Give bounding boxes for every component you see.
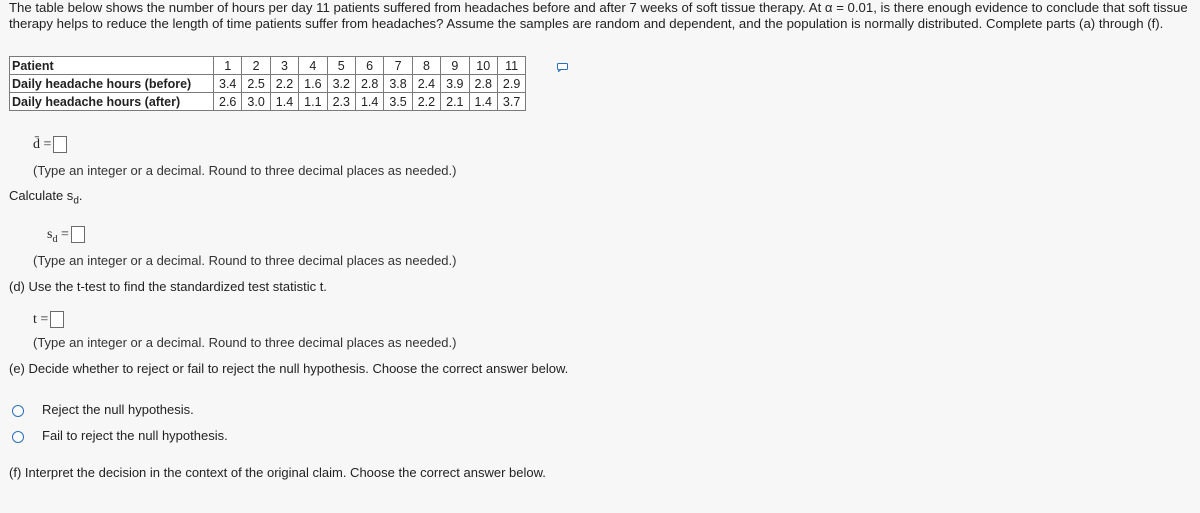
value-cell: 2.2 bbox=[270, 75, 298, 93]
value-cell: 1.1 bbox=[299, 93, 327, 111]
value-cell: 3.4 bbox=[214, 75, 242, 93]
value-cell: 3.0 bbox=[242, 93, 270, 111]
value-cell: 3.9 bbox=[441, 75, 469, 93]
value-cell: 1.4 bbox=[270, 93, 298, 111]
t-input[interactable] bbox=[50, 311, 64, 328]
dbar-label: d̄ = bbox=[33, 137, 52, 152]
patient-cell: 11 bbox=[497, 57, 525, 75]
value-cell: 1.4 bbox=[469, 93, 497, 111]
row-header-patient: Patient bbox=[10, 57, 214, 75]
row-header-after: Daily headache hours (after) bbox=[10, 93, 214, 111]
value-cell: 2.9 bbox=[497, 75, 525, 93]
patient-cell: 5 bbox=[327, 57, 355, 75]
value-cell: 2.4 bbox=[412, 75, 440, 93]
patient-cell: 9 bbox=[441, 57, 469, 75]
sd-hint: (Type an integer or a decimal. Round to three decimal places as needed.) bbox=[33, 253, 457, 268]
patient-cell: 8 bbox=[412, 57, 440, 75]
sd-row bbox=[47, 226, 85, 245]
table-row-before bbox=[10, 75, 526, 93]
option-reject[interactable] bbox=[12, 402, 194, 417]
problem-statement: The table below shows the number of hours per day 11 patients suffered from headaches before and after 7 weeks of soft tissue therapy. At α = 0.01, is there enough evidence to conclude that soft tissue therapy helps to reduce the length of time patients suffer from headaches? Assume the samples are random and dependent, and the population is normally distributed. Complete parts (a) through (f). bbox=[9, 0, 1188, 31]
value-cell: 2.5 bbox=[242, 75, 270, 93]
dbar-row bbox=[33, 136, 67, 153]
value-cell: 3.8 bbox=[384, 75, 412, 93]
option-fail-label: Fail to reject the null hypothesis. bbox=[42, 428, 228, 443]
part-d-prompt: (d) Use the t-test to find the standardized test statistic t. bbox=[9, 279, 327, 294]
value-cell: 2.2 bbox=[412, 93, 440, 111]
patient-cell: 10 bbox=[469, 57, 497, 75]
value-cell: 2.1 bbox=[441, 93, 469, 111]
patient-cell: 7 bbox=[384, 57, 412, 75]
patient-cell: 6 bbox=[355, 57, 383, 75]
sd-input[interactable] bbox=[71, 226, 85, 243]
t-hint: (Type an integer or a decimal. Round to three decimal places as needed.) bbox=[33, 335, 457, 350]
row-header-before: Daily headache hours (before) bbox=[10, 75, 214, 93]
value-cell: 3.5 bbox=[384, 93, 412, 111]
value-cell: 2.3 bbox=[327, 93, 355, 111]
patient-cell: 4 bbox=[299, 57, 327, 75]
dbar-input[interactable] bbox=[53, 136, 67, 153]
table-row-patient bbox=[10, 57, 526, 75]
patient-cell: 3 bbox=[270, 57, 298, 75]
value-cell: 3.2 bbox=[327, 75, 355, 93]
sd-prompt: Calculate $s_d$. bbox=[9, 188, 83, 207]
value-cell: 1.4 bbox=[355, 93, 383, 111]
radio-fail-to-reject[interactable] bbox=[12, 431, 24, 443]
sd-label: $s_d$ = bbox=[47, 227, 69, 245]
copy-table-icon[interactable] bbox=[557, 63, 568, 72]
table-row-after bbox=[10, 93, 526, 111]
value-cell: 2.6 bbox=[214, 93, 242, 111]
t-label: t = bbox=[33, 312, 49, 327]
option-reject-label: Reject the null hypothesis. bbox=[42, 402, 194, 417]
patient-cell: 1 bbox=[214, 57, 242, 75]
value-cell: 2.8 bbox=[469, 75, 497, 93]
dbar-hint: (Type an integer or a decimal. Round to three decimal places as needed.) bbox=[33, 163, 457, 178]
t-row bbox=[33, 311, 64, 328]
value-cell: 2.8 bbox=[355, 75, 383, 93]
part-f-prompt: (f) Interpret the decision in the context of the original claim. Choose the correct answer below. bbox=[9, 465, 546, 480]
part-e-prompt: (e) Decide whether to reject or fail to reject the null hypothesis. Choose the correct answer below. bbox=[9, 361, 569, 376]
data-table bbox=[9, 56, 526, 111]
patient-cell: 2 bbox=[242, 57, 270, 75]
radio-reject[interactable] bbox=[12, 405, 24, 417]
option-fail-to-reject[interactable] bbox=[12, 428, 228, 443]
value-cell: 3.7 bbox=[497, 93, 525, 111]
value-cell: 1.6 bbox=[299, 75, 327, 93]
